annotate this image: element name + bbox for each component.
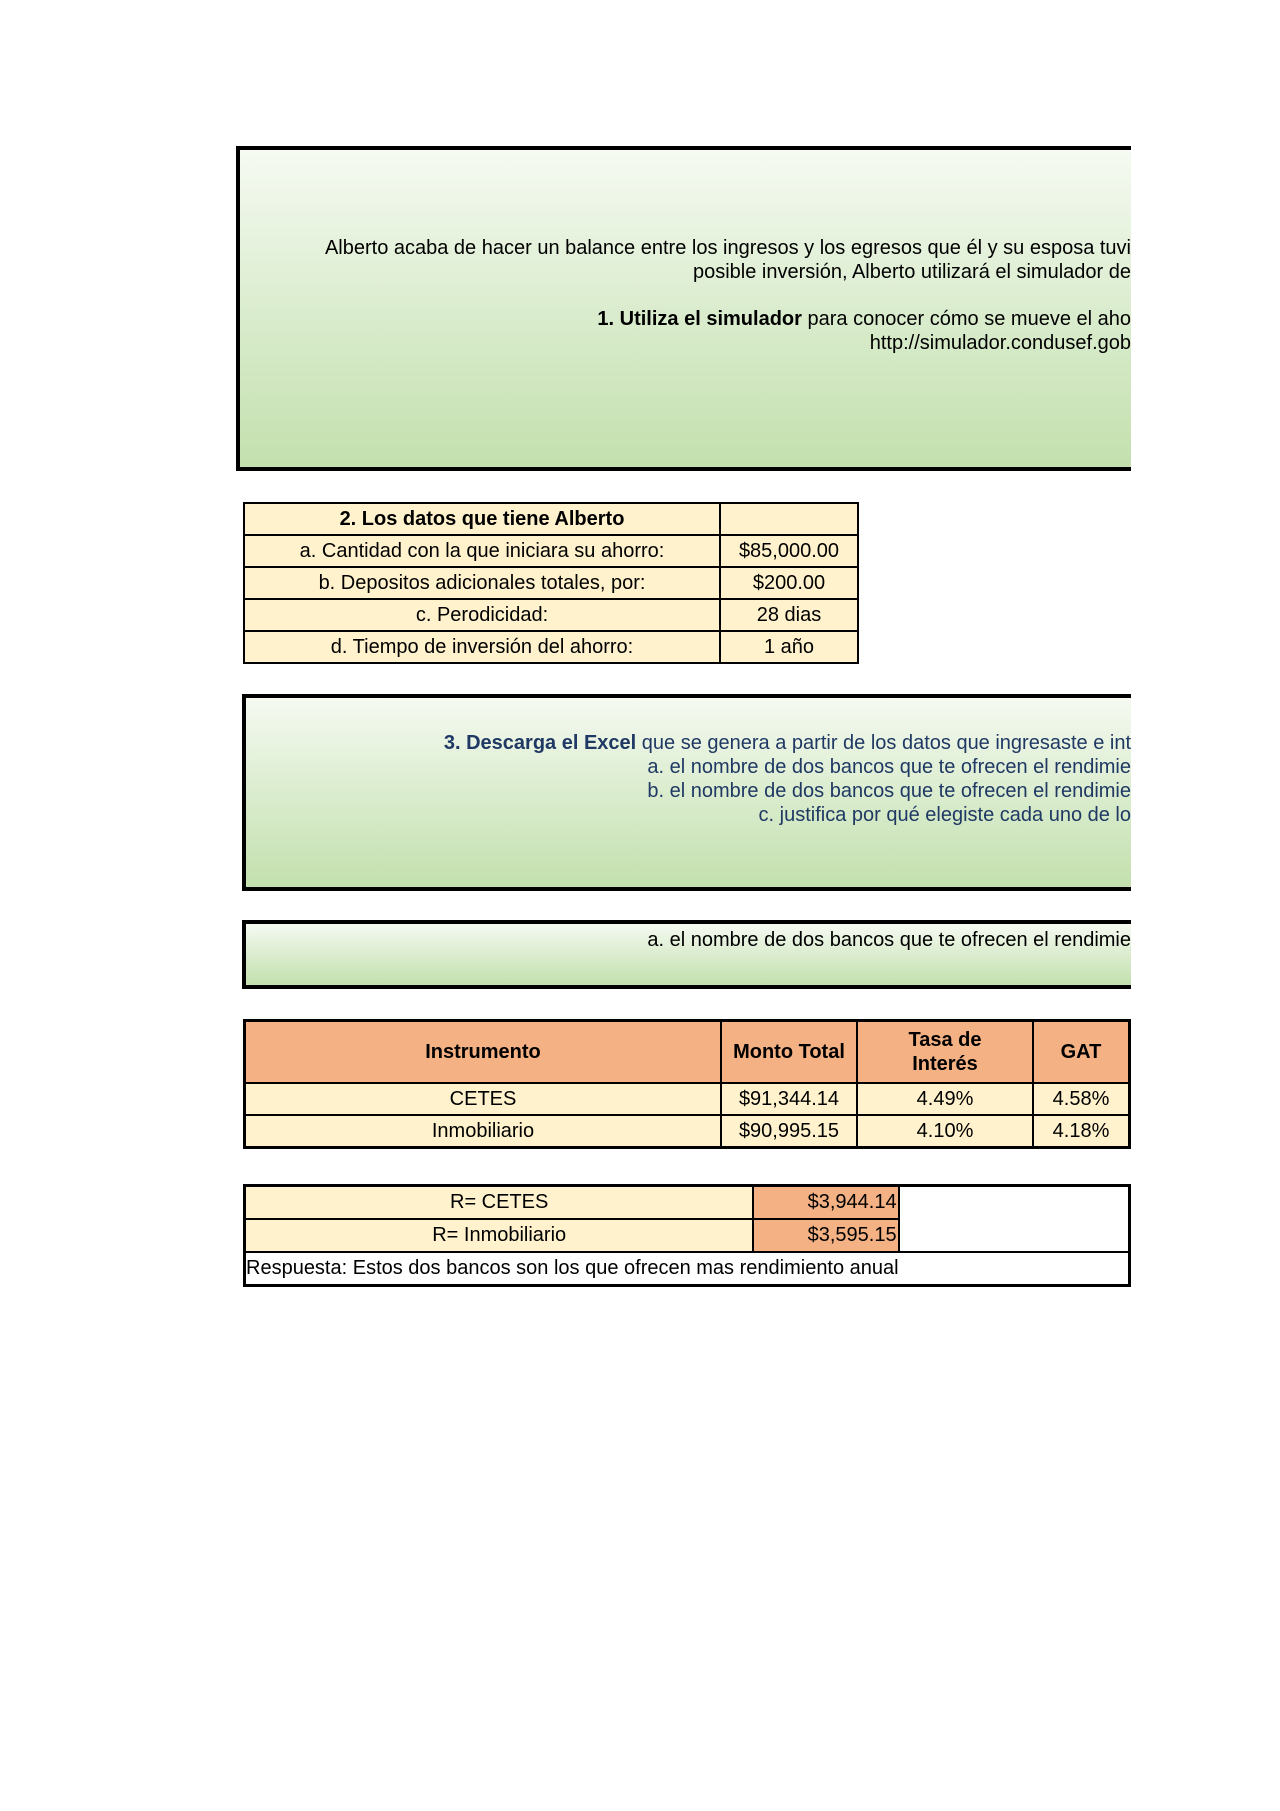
instrumento-cell: Inmobiliario xyxy=(245,1115,722,1148)
respuesta-table xyxy=(243,1184,1131,1287)
datos-label: d. Tiempo de inversión del ahorro: xyxy=(244,631,720,663)
respuesta-value: $3,595.15 xyxy=(753,1219,898,1252)
descarga-step-3-text: que se genera a partir de los datos que ingresaste e int xyxy=(636,732,1131,754)
subheading-text: a. el nombre de dos bancos que te ofrecen el rendimie xyxy=(647,929,1131,951)
descarga-line-4: c. justifica por qué elegiste cada uno de lo xyxy=(758,804,1131,826)
respuesta-label: R= Inmobiliario xyxy=(245,1219,754,1252)
gat-cell: 4.18% xyxy=(1033,1115,1130,1148)
intro-step-1: 1. Utiliza el simulador xyxy=(597,308,802,330)
datos-label: b. Depositos adicionales totales, por: xyxy=(244,567,720,599)
table-row xyxy=(245,1083,1130,1115)
datos-header: 2. Los datos que tiene Alberto xyxy=(244,503,720,535)
intro-line-1: Alberto acaba de hacer un balance entre los ingresos y los egresos que él y su esposa tuvi xyxy=(324,237,1131,259)
intro-line-2: posible inversión, Alberto utilizará el simulador de xyxy=(692,261,1131,283)
respuesta-answer-tail xyxy=(899,1252,1130,1286)
datos-value: 28 dias xyxy=(720,599,858,631)
simulator-url[interactable]: http://simulador.condusef.gob xyxy=(869,332,1131,354)
intro-step-1-text: para conocer cómo se mueve el aho xyxy=(801,308,1131,330)
descarga-line-3: b. el nombre de dos bancos que te ofrecen el rendimie xyxy=(647,780,1131,802)
tasa-cell: 4.10% xyxy=(857,1115,1033,1148)
respuesta-label: R= CETES xyxy=(245,1186,754,1220)
instrumentos-table xyxy=(243,1019,1131,1149)
monto-cell: $91,344.14 xyxy=(721,1083,857,1115)
intro-line-3 xyxy=(597,307,1131,331)
respuesta-value: $3,944.14 xyxy=(753,1186,898,1220)
monto-cell: $90,995.15 xyxy=(721,1115,857,1148)
descarga-step-3: 3. Descarga el Excel xyxy=(443,732,637,754)
descarga-line-2: a. el nombre de dos bancos que te ofrecen el rendimie xyxy=(647,756,1131,778)
gat-cell: 4.58% xyxy=(1033,1083,1130,1115)
respuesta-answer: Respuesta: Estos dos bancos son los que ofrecen mas rendimiento anual xyxy=(245,1252,899,1286)
datos-value: 1 año xyxy=(720,631,858,663)
col-instrumento: Instrumento xyxy=(245,1021,722,1084)
col-tasa-interes: Tasa de Interés xyxy=(857,1021,1033,1084)
datos-label: c. Perodicidad: xyxy=(244,599,720,631)
table-row xyxy=(245,1115,1130,1148)
datos-value: $85,000.00 xyxy=(720,535,858,567)
datos-label: a. Cantidad con la que iniciara su ahorro: xyxy=(244,535,720,567)
tasa-cell: 4.49% xyxy=(857,1083,1033,1115)
col-gat: GAT xyxy=(1033,1021,1130,1084)
datos-value: $200.00 xyxy=(720,567,858,599)
descarga-line-1 xyxy=(444,731,1131,755)
respuesta-blank xyxy=(899,1219,1130,1252)
datos-header-value xyxy=(720,503,858,535)
respuesta-blank xyxy=(899,1186,1130,1220)
instrumento-cell: CETES xyxy=(245,1083,722,1115)
col-monto-total: Monto Total xyxy=(721,1021,857,1084)
datos-table xyxy=(243,502,859,664)
